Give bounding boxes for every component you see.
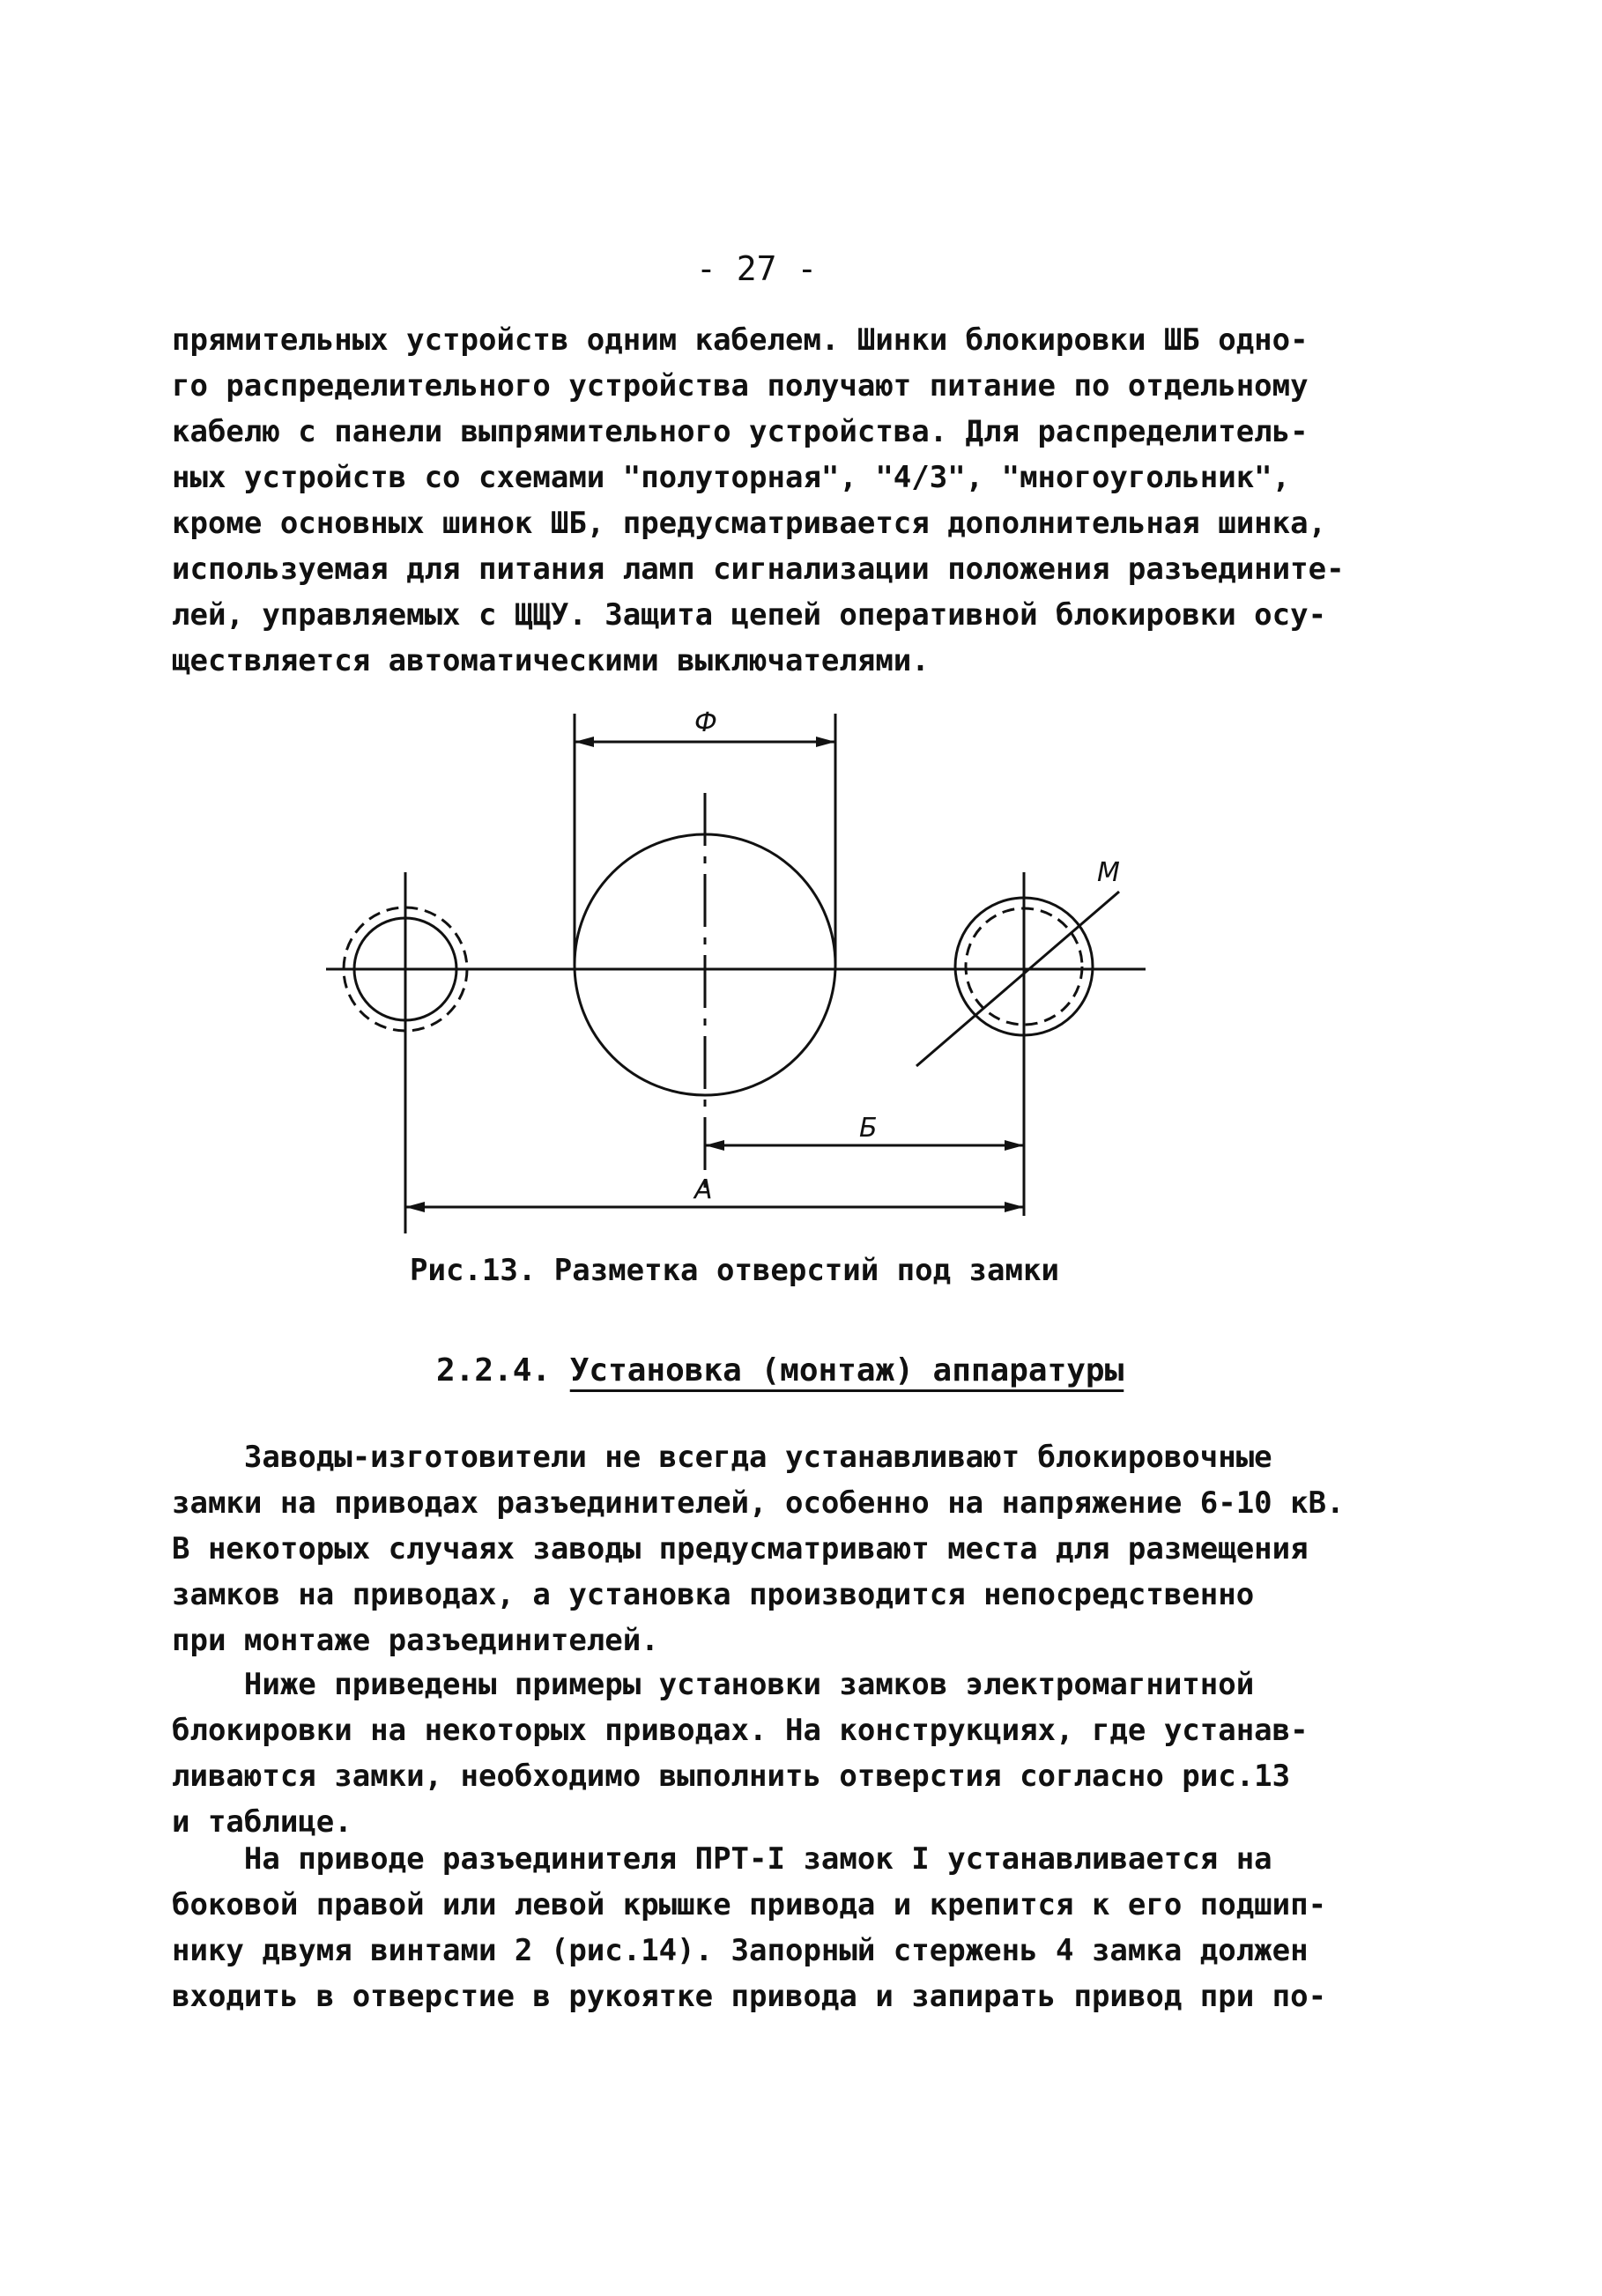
hole-marking-figure (300, 705, 1198, 1251)
text-line: го распределительного устройства получают питание по отдельному (172, 368, 1309, 404)
arrow-head (575, 737, 594, 747)
text-line: при монтаже разъединителей. (172, 1623, 659, 1658)
text-line: ных устройств со схемами "полуторная", "4/3", "многоугольник", (172, 460, 1291, 495)
text-line: Ниже приведены примеры установки замков электромагнитной (172, 1667, 1255, 1702)
text-line: ществляется автоматическими выключателями. (172, 643, 930, 678)
arrow-head (816, 737, 835, 747)
paragraph-prt-drive (172, 1836, 1397, 2019)
text-line: Заводы-изготовители не всегда устанавливают блокировочные (172, 1440, 1272, 1475)
text-line: кроме основных шинок ШБ, предусматривается дополнительная шинка, (172, 506, 1327, 541)
text-line: кабелю с панели выпрямительного устройства. Для распределитель- (172, 414, 1309, 449)
arrow-head (705, 1140, 724, 1151)
paragraph-intro (172, 317, 1397, 684)
hole-marking-diagram (300, 705, 1198, 1251)
text-line: используемая для питания ламп сигнализации положения разъедините- (172, 552, 1345, 587)
text-line: и таблице. (172, 1804, 352, 1840)
arrow-head (1005, 1140, 1024, 1151)
page-number: - 27 - (696, 249, 818, 288)
section-heading (436, 1352, 1124, 1389)
text-line: В некоторых случаях заводы предусматривают места для размещения (172, 1531, 1309, 1566)
dimension-b-label: Б (859, 1113, 878, 1144)
thread-label: М (1097, 857, 1120, 888)
arrow-head (1005, 1202, 1024, 1212)
diameter-label: Ф (694, 707, 717, 738)
text-line: ливаются замки, необходимо выполнить отверстия согласно рис.13 (172, 1759, 1291, 1794)
text-line: замков на приводах, а установка производится непосредственно (172, 1577, 1255, 1612)
dimension-a-label: А (694, 1174, 713, 1205)
section-title: Установка (монтаж) аппаратуры (569, 1352, 1124, 1389)
text-line: боковой правой или левой крышке привода и крепится к его подшип- (172, 1887, 1327, 1922)
text-line: прямительных устройств одним кабелем. Шинки блокировки ШБ одно- (172, 322, 1309, 358)
text-line: блокировки на некоторых приводах. На конструкциях, где устанав- (172, 1713, 1309, 1748)
section-number: 2.2.4. (436, 1352, 552, 1389)
text-line: На приводе разъединителя ПРТ-I замок I устанавливается на (172, 1841, 1272, 1877)
text-line: нику двумя винтами 2 (рис.14). Запорный стержень 4 замка должен (172, 1933, 1309, 1968)
text-line: лей, управляемых с ЩЩУ. Защита цепей оперативной блокировки осу- (172, 597, 1327, 633)
figure-caption: Рис.13. Разметка отверстий под замки (410, 1253, 1059, 1288)
thread-leader-line (916, 892, 1119, 1066)
text-line: входить в отверстие в рукоятке привода и запирать привод при по- (172, 1979, 1327, 2014)
paragraph-manufacturers (172, 1434, 1397, 1663)
paragraph-examples (172, 1662, 1397, 1845)
text-line: замки на приводах разъединителей, особенно на напряжение 6-10 кВ. (172, 1485, 1345, 1521)
arrow-head (405, 1202, 425, 1212)
